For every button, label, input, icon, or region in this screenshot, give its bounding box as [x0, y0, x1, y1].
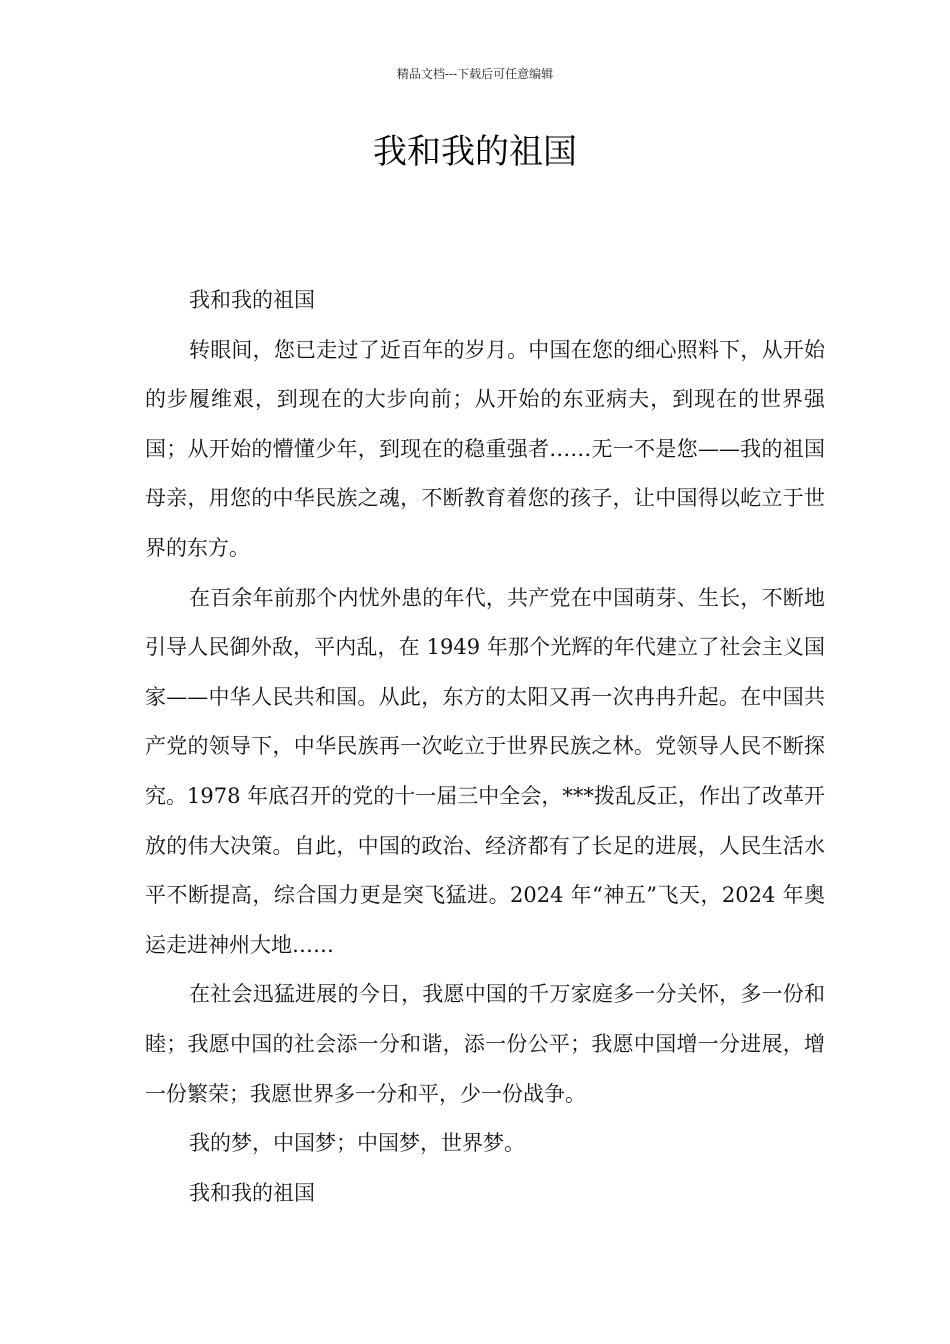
- paragraph-3: 在社会迅猛进展的今日，我愿中国的千万家庭多一分关怀，多一份和睦；我愿中国的社会添一分和谐，添一份公平；我愿中国增一分进展，增一份繁荣；我愿世界多一分和平，少一份战争。: [145, 982, 825, 1106]
- paragraph-closing: 我和我的祖国: [189, 1180, 315, 1205]
- document-body: [145, 276, 825, 1218]
- paragraph-4: 我的梦，中国梦；中国梦，世界梦。: [189, 1131, 525, 1156]
- paragraph-subtitle: 我和我的祖国: [189, 288, 315, 312]
- header-note: 精品文档---下载后可任意编辑: [396, 67, 554, 81]
- paragraph-2: 在百余年前那个内忧外患的年代，共产党在中国萌芽、生长，不断地引导人民御外敌，平内乱，在 1949 年那个光辉的年代建立了社会主义国家——中华人民共和国。从此，东方的太阳又再一次冉冉升起。在中国共产党的领导下，中华民族再一次屹立于世界民族之林。党领导人民不断探究。1978 年底召开的党的十一届三中全会，***拨乱反正，作出了改革开放的伟大决策。自此，中国的政治、经济都有了长足的进展，人民生活水平不断提高，综合国力更是突飞猛进。2024 年“神五”飞天，2024 年奥运走进神州大地……: [145, 585, 825, 957]
- document-title: 我和我的祖国: [373, 132, 577, 172]
- paragraph-1: 转眼间，您已走过了近百年的岁月。中国在您的细心照料下，从开始的步履维艰，到现在的大步向前；从开始的东亚病夫，到现在的世界强国；从开始的懵懂少年，到现在的稳重强者……无一不是您——我的祖国母亲，用您的中华民族之魂，不断教育着您的孩子，让中国得以屹立于世界的东方。: [145, 337, 825, 560]
